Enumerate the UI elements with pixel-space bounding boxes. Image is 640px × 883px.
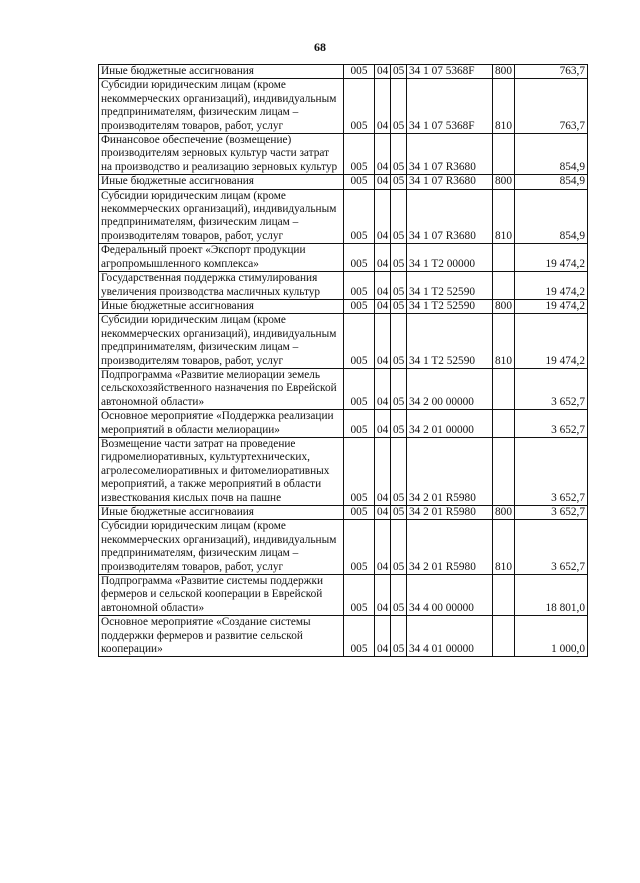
subsection-code-cell: 05: [391, 65, 407, 79]
expense-type-cell: 800: [493, 506, 515, 520]
row-name-cell: Субсидии юридическим лицам (кроме некоммерческих организаций), индивидуальным предпринимателям, физическим лицам – производителям товаров, работ, услуг: [99, 314, 344, 369]
amount-cell: 3 652,7: [515, 368, 588, 409]
ministry-code-cell: 005: [344, 189, 375, 244]
table-row: [99, 272, 588, 300]
subsection-code-cell: 05: [391, 520, 407, 575]
row-name-cell: Иные бюджетные ассигнования: [99, 175, 344, 189]
ministry-code-cell: 005: [344, 506, 375, 520]
expense-type-cell: 800: [493, 299, 515, 313]
target-article-cell: 34 4 00 00000: [407, 575, 493, 616]
row-name-cell: Федеральный проект «Экспорт продукции агропромышленного комплекса»: [99, 244, 344, 272]
expense-type-cell: 810: [493, 189, 515, 244]
amount-cell: 854,9: [515, 189, 588, 244]
amount-cell: 854,9: [515, 175, 588, 189]
ministry-code-cell: 005: [344, 175, 375, 189]
ministry-code-cell: 005: [344, 299, 375, 313]
section-code-cell: 04: [375, 79, 391, 134]
table-row: [99, 65, 588, 79]
expense-type-cell: 800: [493, 175, 515, 189]
subsection-code-cell: 05: [391, 299, 407, 313]
subsection-code-cell: 05: [391, 368, 407, 409]
subsection-code-cell: 05: [391, 175, 407, 189]
ministry-code-cell: 005: [344, 79, 375, 134]
section-code-cell: 04: [375, 134, 391, 175]
target-article-cell: 34 2 00 00000: [407, 368, 493, 409]
target-article-cell: 34 2 01 R5980: [407, 506, 493, 520]
expense-type-cell: 810: [493, 520, 515, 575]
row-name-cell: Иные бюджетные ассигноваиия: [99, 506, 344, 520]
target-article-cell: 34 1 07 5368F: [407, 65, 493, 79]
table-row: [99, 299, 588, 313]
expense-type-cell: [493, 368, 515, 409]
subsection-code-cell: 05: [391, 616, 407, 657]
expense-type-cell: [493, 616, 515, 657]
section-code-cell: 04: [375, 175, 391, 189]
table-row: [99, 575, 588, 616]
row-name-cell: Иные бюджетные ассигнования: [99, 299, 344, 313]
table-body: [99, 65, 588, 657]
subsection-code-cell: 05: [391, 506, 407, 520]
section-code-cell: 04: [375, 65, 391, 79]
target-article-cell: 34 1 T2 52590: [407, 272, 493, 300]
amount-cell: 3 652,7: [515, 520, 588, 575]
target-article-cell: 34 1 T2 52590: [407, 314, 493, 369]
row-name-cell: Подпрограмма «Развитие мелиорации земель сельскохозяйственного назначения по Еврейской автономной области»: [99, 368, 344, 409]
amount-cell: 3 652,7: [515, 410, 588, 438]
amount-cell: 763,7: [515, 65, 588, 79]
amount-cell: 1 000,0: [515, 616, 588, 657]
section-code-cell: 04: [375, 314, 391, 369]
subsection-code-cell: 05: [391, 189, 407, 244]
section-code-cell: 04: [375, 299, 391, 313]
amount-cell: 19 474,2: [515, 244, 588, 272]
table-row: [99, 437, 588, 505]
ministry-code-cell: 005: [344, 437, 375, 505]
expense-type-cell: 810: [493, 79, 515, 134]
amount-cell: 19 474,2: [515, 299, 588, 313]
target-article-cell: 34 2 01 00000: [407, 410, 493, 438]
subsection-code-cell: 05: [391, 410, 407, 438]
target-article-cell: 34 4 01 00000: [407, 616, 493, 657]
row-name-cell: Государственная поддержка стимулирования увеличения производства масличных культур: [99, 272, 344, 300]
subsection-code-cell: 05: [391, 244, 407, 272]
section-code-cell: 04: [375, 616, 391, 657]
ministry-code-cell: 005: [344, 368, 375, 409]
amount-cell: 19 474,2: [515, 272, 588, 300]
table-row: [99, 520, 588, 575]
expense-type-cell: [493, 272, 515, 300]
row-name-cell: Основное мероприятие «Создание системы поддержки фермеров и развитие сельской кооперации»: [99, 616, 344, 657]
row-name-cell: Субсидии юридическим лицам (кроме некоммерческих организаций), индивидуальным предпринимателям, физическим лицам – производителям товаров, работ, услуг: [99, 79, 344, 134]
row-name-cell: Основное мероприятие «Поддержка реализации мероприятий в области мелиорации»: [99, 410, 344, 438]
expense-type-cell: [493, 244, 515, 272]
expense-type-cell: [493, 575, 515, 616]
ministry-code-cell: 005: [344, 520, 375, 575]
table-row: [99, 506, 588, 520]
expense-type-cell: [493, 134, 515, 175]
ministry-code-cell: 005: [344, 575, 375, 616]
row-name-cell: Иные бюджетные ассигнования: [99, 65, 344, 79]
target-article-cell: 34 1 07 R3680: [407, 189, 493, 244]
expense-type-cell: [493, 410, 515, 438]
target-article-cell: 34 1 07 R3680: [407, 175, 493, 189]
ministry-code-cell: 005: [344, 134, 375, 175]
amount-cell: 19 474,2: [515, 314, 588, 369]
amount-cell: 854,9: [515, 134, 588, 175]
section-code-cell: 04: [375, 575, 391, 616]
expense-type-cell: [493, 437, 515, 505]
target-article-cell: 34 1 T2 00000: [407, 244, 493, 272]
table-row: [99, 134, 588, 175]
amount-cell: 763,7: [515, 79, 588, 134]
section-code-cell: 04: [375, 437, 391, 505]
subsection-code-cell: 05: [391, 79, 407, 134]
table-row: [99, 244, 588, 272]
target-article-cell: 34 1 07 5368F: [407, 79, 493, 134]
target-article-cell: 34 2 01 R5980: [407, 520, 493, 575]
expense-type-cell: 800: [493, 65, 515, 79]
row-name-cell: Возмещение части затрат на проведение гидромелиоративных, культуртехнических, агролесомелиоративных и фитомелиоративных мероприятий, а также мероприятий в области известкования кислых почв на пашне: [99, 437, 344, 505]
subsection-code-cell: 05: [391, 314, 407, 369]
table-row: [99, 175, 588, 189]
section-code-cell: 04: [375, 368, 391, 409]
amount-cell: 3 652,7: [515, 437, 588, 505]
expense-type-cell: 810: [493, 314, 515, 369]
row-name-cell: Субсидии юридическим лицам (кроме некоммерческих организаций), индивидуальным предпринимателям, физическим лицам – производителям товаров, работ, услуг: [99, 189, 344, 244]
budget-table: [98, 64, 588, 657]
section-code-cell: 04: [375, 272, 391, 300]
subsection-code-cell: 05: [391, 134, 407, 175]
ministry-code-cell: 005: [344, 244, 375, 272]
target-article-cell: 34 1 T2 52590: [407, 299, 493, 313]
target-article-cell: 34 1 07 R3680: [407, 134, 493, 175]
table-row: [99, 616, 588, 657]
subsection-code-cell: 05: [391, 272, 407, 300]
table-row: [99, 189, 588, 244]
subsection-code-cell: 05: [391, 437, 407, 505]
row-name-cell: Финансовое обеспечение (возмещение) производителям зерновых культур части затрат на производство и реализацию зерновых культур: [99, 134, 344, 175]
table-row: [99, 368, 588, 409]
amount-cell: 18 801,0: [515, 575, 588, 616]
ministry-code-cell: 005: [344, 314, 375, 369]
table-row: [99, 314, 588, 369]
ministry-code-cell: 005: [344, 616, 375, 657]
subsection-code-cell: 05: [391, 575, 407, 616]
section-code-cell: 04: [375, 244, 391, 272]
section-code-cell: 04: [375, 506, 391, 520]
section-code-cell: 04: [375, 410, 391, 438]
section-code-cell: 04: [375, 520, 391, 575]
ministry-code-cell: 005: [344, 410, 375, 438]
ministry-code-cell: 005: [344, 65, 375, 79]
row-name-cell: Субсидии юридическим лицам (кроме некоммерческих организаций), индивидуальным предпринимателям, физическим лицам – производителям товаров, работ, услуг: [99, 520, 344, 575]
ministry-code-cell: 005: [344, 272, 375, 300]
target-article-cell: 34 2 01 R5980: [407, 437, 493, 505]
table-row: [99, 79, 588, 134]
section-code-cell: 04: [375, 189, 391, 244]
page-number: 68: [314, 40, 326, 54]
table-row: [99, 410, 588, 438]
row-name-cell: Подпрограмма «Развитие системы поддержки фермеров и сельской кооперации в Еврейской автономной области»: [99, 575, 344, 616]
amount-cell: 3 652,7: [515, 506, 588, 520]
